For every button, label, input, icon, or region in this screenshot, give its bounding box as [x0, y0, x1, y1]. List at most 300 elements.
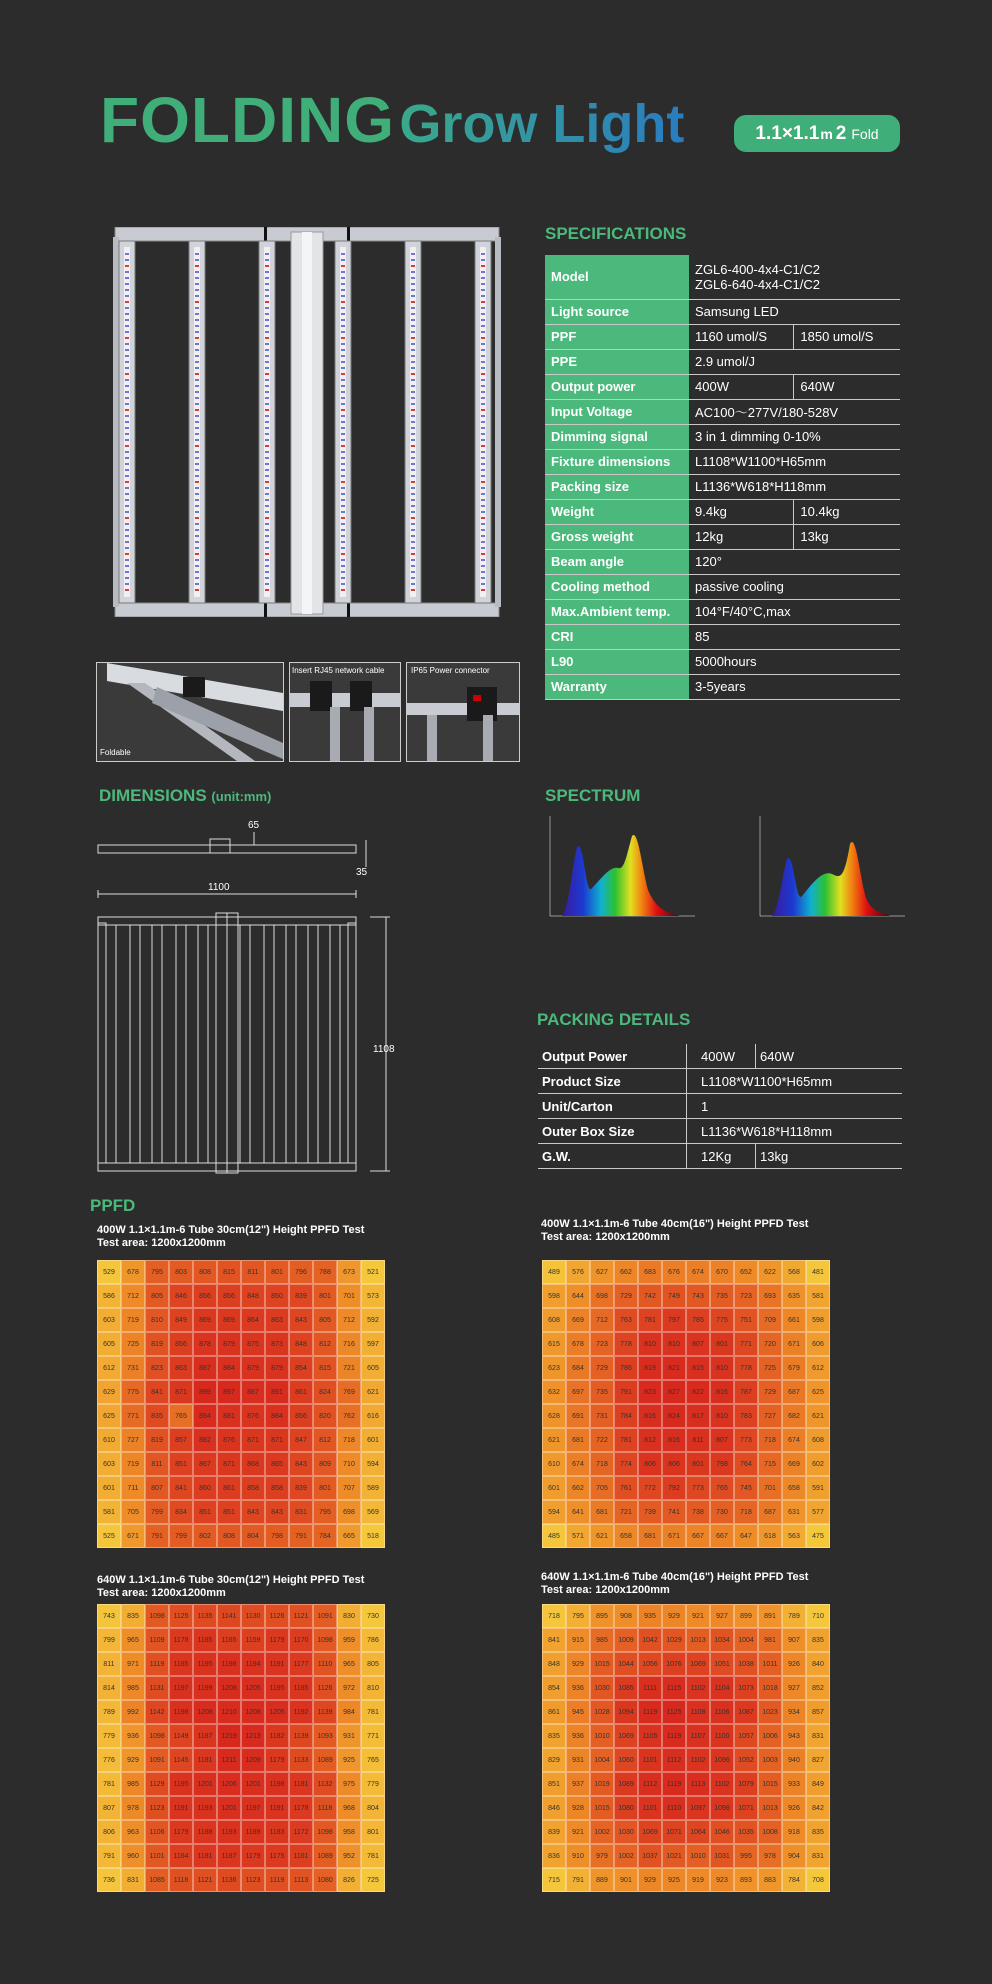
ppfd-cell: 899	[734, 1604, 758, 1628]
ppfd-cell: 1111	[638, 1676, 662, 1700]
ppfd-cell: 772	[638, 1476, 662, 1500]
ppfd-grid-2-title: 400W 1.1×1.1m-6 Tube 40cm(16") Height PPFD Test	[541, 1218, 809, 1230]
ppfd-cell: 681	[566, 1428, 590, 1452]
ppfd-cell: 1009	[614, 1628, 638, 1652]
ppfd-cell: 1115	[662, 1676, 686, 1700]
ppfd-cell: 815	[217, 1260, 241, 1284]
ppfd-cell: 721	[614, 1500, 638, 1524]
ppfd-cell: 693	[758, 1284, 782, 1308]
ppfd-grid-1-title: 400W 1.1×1.1m-6 Tube 30cm(12") Height PPFD Test	[97, 1224, 365, 1236]
ppfd-cell: 1125	[662, 1700, 686, 1724]
ppfd-cell: 816	[662, 1428, 686, 1452]
specifications-table	[545, 255, 900, 700]
ppfd-cell: 684	[566, 1356, 590, 1380]
ppfd-cell: 738	[686, 1500, 710, 1524]
ppfd-cell: 1030	[590, 1676, 614, 1700]
ppfd-grid-3-title: 640W 1.1×1.1m-6 Tube 30cm(12") Height PPFD Test	[97, 1574, 365, 1586]
ppfd-cell: 606	[806, 1332, 830, 1356]
ppfd-cell: 1097	[686, 1796, 710, 1820]
ppfd-cell: 489	[542, 1260, 566, 1284]
ppfd-cell: 731	[590, 1404, 614, 1428]
ppfd-cell: 1193	[217, 1820, 241, 1844]
ppfd-cell: 918	[782, 1820, 806, 1844]
packing-table	[538, 1044, 902, 1169]
ppfd-cell: 791	[289, 1524, 313, 1548]
ppfd-cell: 841	[145, 1380, 169, 1404]
ppfd-cell: 810	[710, 1404, 734, 1428]
ppfd-cell: 929	[638, 1868, 662, 1892]
ppfd-cell: 839	[289, 1284, 313, 1308]
ppfd-cell: 521	[361, 1260, 385, 1284]
ppfd-cell: 1028	[590, 1700, 614, 1724]
ppfd-cell: 827	[806, 1748, 830, 1772]
ppfd-cell: 1182	[265, 1724, 289, 1748]
packing-row	[538, 1144, 902, 1169]
ppfd-cell: 857	[806, 1700, 830, 1724]
spec-row	[545, 624, 900, 649]
ppfd-cell: 1192	[289, 1700, 313, 1724]
ppfd-cell: 830	[337, 1604, 361, 1628]
spectrum-chart-400w	[540, 808, 700, 928]
spectrum-title: SPECTRUM	[545, 786, 641, 805]
ppfd-cell: 791	[566, 1868, 590, 1892]
ppfd-cell: 1010	[686, 1844, 710, 1868]
ppfd-cell: 1195	[193, 1652, 217, 1676]
ppfd-cell: 801	[313, 1476, 337, 1500]
ppfd-grid-3-area: Test area: 1200x1200mm	[97, 1587, 226, 1599]
ppfd-cell: 711	[121, 1476, 145, 1500]
ppfd-cell: 1015	[590, 1796, 614, 1820]
ppfd-cell: 1080	[313, 1868, 337, 1892]
ppfd-cell: 623	[542, 1356, 566, 1380]
ppfd-cell: 1185	[169, 1652, 193, 1676]
ppfd-cell: 569	[361, 1500, 385, 1524]
ppfd-cell: 589	[361, 1476, 385, 1500]
ppfd-cell: 1119	[662, 1772, 686, 1796]
ppfd-cell: 781	[97, 1772, 121, 1796]
ppfd-cell: 601	[542, 1476, 566, 1500]
ppfd-cell: 667	[686, 1524, 710, 1548]
ppfd-cell: 819	[145, 1428, 169, 1452]
ppfd-cell: 858	[241, 1476, 265, 1500]
ppfd-cell: 1131	[145, 1676, 169, 1700]
ppfd-cell: 968	[337, 1796, 361, 1820]
ppfd-cell: 749	[662, 1284, 686, 1308]
ppfd-cell: 725	[121, 1332, 145, 1356]
title-grow-light: Grow Light	[399, 94, 685, 154]
ppfd-cell: 563	[782, 1524, 806, 1548]
packing-row	[538, 1094, 902, 1119]
ppfd-cell: 811	[145, 1452, 169, 1476]
ppfd-cell: 761	[614, 1476, 638, 1500]
ppfd-cell: 843	[289, 1308, 313, 1332]
spec-key: Input Voltage	[545, 399, 689, 424]
ip65-thumbnail	[406, 662, 520, 762]
ppfd-grid-640w-40cm	[542, 1604, 830, 1892]
ppfd-cell: 1179	[265, 1748, 289, 1772]
ppfd-cell: 1139	[313, 1700, 337, 1724]
foldable-thumbnail	[96, 662, 284, 762]
ppfd-cell: 1013	[758, 1796, 782, 1820]
ppfd-cell: 869	[217, 1308, 241, 1332]
ppfd-cell: 1106	[710, 1700, 734, 1724]
dim-width-label: 1100	[208, 882, 230, 893]
ppfd-cell: 1205	[265, 1700, 289, 1724]
ppfd-cell: 707	[337, 1476, 361, 1500]
ppfd-cell: 518	[361, 1524, 385, 1548]
spec-value-2: 1850 umol/S	[794, 324, 900, 349]
packing-value: 1	[687, 1094, 903, 1119]
ppfd-cell: 618	[758, 1524, 782, 1548]
ppfd-cell: 612	[806, 1356, 830, 1380]
ppfd-cell: 745	[734, 1476, 758, 1500]
ppfd-cell: 665	[337, 1524, 361, 1548]
ppfd-cell: 601	[361, 1428, 385, 1452]
packing-value: 400W	[687, 1044, 756, 1069]
ppfd-cell: 846	[169, 1284, 193, 1308]
ppfd-cell: 701	[337, 1284, 361, 1308]
ppfd-cell: 1098	[313, 1628, 337, 1652]
spec-row	[545, 349, 900, 374]
ppfd-cell: 801	[686, 1452, 710, 1476]
spec-key: Light source	[545, 299, 689, 324]
ppfd-cell: 787	[734, 1380, 758, 1404]
ppfd-cell: 1002	[614, 1844, 638, 1868]
ppfd-cell: 1187	[193, 1724, 217, 1748]
ppfd-cell: 927	[710, 1604, 734, 1628]
spec-value: 1160 umol/S	[689, 324, 794, 349]
ppfd-cell: 1057	[734, 1724, 758, 1748]
ppfd-cell: 1121	[193, 1868, 217, 1892]
ppfd-cell: 978	[121, 1796, 145, 1820]
spec-value: 5000hours	[689, 649, 900, 674]
spec-value: Samsung LED	[689, 299, 900, 324]
spec-key: CRI	[545, 624, 689, 649]
ppfd-cell: 992	[121, 1700, 145, 1724]
ppfd-cell: 1195	[169, 1772, 193, 1796]
ppfd-cell: 871	[169, 1380, 193, 1404]
ppfd-cell: 897	[217, 1380, 241, 1404]
ppfd-cell: 807	[145, 1476, 169, 1500]
ppfd-cell: 827	[662, 1380, 686, 1404]
ppfd-cell: 735	[590, 1380, 614, 1404]
ppfd-cell: 1102	[686, 1748, 710, 1772]
spec-value	[689, 255, 900, 299]
ppfd-cell: 972	[337, 1676, 361, 1700]
ppfd-cell: 698	[337, 1500, 361, 1524]
ppfd-cell: 598	[542, 1284, 566, 1308]
ppfd-cell: 975	[337, 1772, 361, 1796]
ppfd-cell: 673	[337, 1260, 361, 1284]
spec-row	[545, 299, 900, 324]
ppfd-cell: 774	[614, 1452, 638, 1476]
ppfd-cell: 1108	[686, 1700, 710, 1724]
ppfd-cell: 869	[193, 1308, 217, 1332]
spec-row	[545, 374, 900, 399]
ppfd-cell: 763	[614, 1308, 638, 1332]
ppfd-cell: 687	[782, 1380, 806, 1404]
ppfd-cell: 1102	[686, 1676, 710, 1700]
ppfd-cell: 864	[241, 1308, 265, 1332]
ppfd-cell: 856	[169, 1332, 193, 1356]
ppfd-cell: 781	[361, 1844, 385, 1868]
ppfd-cell: 765	[169, 1404, 193, 1428]
ppfd-cell: 1098	[145, 1724, 169, 1748]
ppfd-cell: 718	[590, 1452, 614, 1476]
packing-value: 12Kg	[687, 1144, 756, 1169]
ppfd-grid-2-area: Test area: 1200x1200mm	[541, 1231, 670, 1243]
packing-key: Unit/Carton	[538, 1094, 687, 1119]
ppfd-cell: 1109	[145, 1628, 169, 1652]
ppfd-cell: 1015	[590, 1652, 614, 1676]
ppfd-cell: 594	[542, 1500, 566, 1524]
spec-key: Gross weight	[545, 524, 689, 549]
ppfd-cell: 850	[265, 1284, 289, 1308]
ppfd-cell: 883	[758, 1868, 782, 1892]
spec-key: Cooling method	[545, 574, 689, 599]
spec-value: 120°	[689, 549, 900, 574]
ppfd-cell: 929	[121, 1748, 145, 1772]
ppfd-cell: 835	[806, 1820, 830, 1844]
ppfd-cell: 884	[217, 1356, 241, 1380]
spec-key: Max.Ambient temp.	[545, 599, 689, 624]
ppfd-cell: 812	[313, 1428, 337, 1452]
ppfd-cell: 1145	[169, 1748, 193, 1772]
ppfd-cell: 806	[638, 1452, 662, 1476]
ppfd-grid-640w-30cm	[97, 1604, 385, 1892]
ppfd-cell: 1141	[217, 1604, 241, 1628]
ppfd-cell: 671	[782, 1332, 806, 1356]
ppfd-cell: 771	[361, 1724, 385, 1748]
ppfd-cell: 641	[566, 1500, 590, 1524]
ppfd-cell: 876	[241, 1404, 265, 1428]
spec-key: Weight	[545, 499, 689, 524]
packing-row	[538, 1119, 902, 1144]
ppfd-cell: 839	[289, 1476, 313, 1500]
ppfd-cell: 965	[337, 1652, 361, 1676]
ppfd-cell: 811	[686, 1428, 710, 1452]
ppfd-cell: 1197	[241, 1796, 265, 1820]
ppfd-cell: 811	[97, 1652, 121, 1676]
packing-key: G.W.	[538, 1144, 687, 1169]
spec-value: 9.4kg	[689, 499, 794, 524]
ppfd-cell: 1023	[758, 1700, 782, 1724]
ppfd-cell: 676	[662, 1260, 686, 1284]
ppfd-cell: 1071	[734, 1796, 758, 1820]
ppfd-cell: 851	[542, 1772, 566, 1796]
ppfd-cell: 1132	[313, 1772, 337, 1796]
ppfd-cell: 616	[361, 1404, 385, 1428]
ppfd-cell: 1130	[241, 1604, 265, 1628]
ppfd-cell: 1142	[145, 1700, 169, 1724]
ppfd-cell: 879	[217, 1332, 241, 1356]
ppfd-cell: 721	[337, 1356, 361, 1380]
spec-key: PPE	[545, 349, 689, 374]
ppfd-cell: 679	[782, 1356, 806, 1380]
ppfd-cell: 1069	[686, 1652, 710, 1676]
ppfd-cell: 854	[289, 1356, 313, 1380]
ppfd-cell: 861	[217, 1476, 241, 1500]
ppfd-cell: 1129	[145, 1772, 169, 1796]
ppfd-cell: 1110	[662, 1796, 686, 1820]
ppfd-cell: 625	[806, 1380, 830, 1404]
ppfd-cell: 1080	[614, 1796, 638, 1820]
ppfd-cell: 529	[97, 1260, 121, 1284]
ppfd-grid-400w-30cm	[97, 1260, 385, 1548]
dimensions-unit: (unit:mm)	[211, 789, 272, 804]
ppfd-grid-1-area: Test area: 1200x1200mm	[97, 1237, 226, 1249]
ppfd-cell: 784	[313, 1524, 337, 1548]
ppfd-cell: 712	[590, 1308, 614, 1332]
ppfd-cell: 1085	[614, 1676, 638, 1700]
spec-key: Warranty	[545, 674, 689, 699]
ppfd-cell: 788	[313, 1260, 337, 1284]
ppfd-cell: 662	[566, 1476, 590, 1500]
specifications-title: SPECIFICATIONS	[545, 224, 687, 243]
spec-value: AC100～277V/180-528V	[689, 399, 900, 424]
ppfd-cell: 729	[758, 1380, 782, 1404]
ppfd-cell: 784	[782, 1868, 806, 1892]
badge-fold-number: 2	[835, 122, 847, 144]
ppfd-cell: 1191	[169, 1796, 193, 1820]
ppfd-cell: 710	[337, 1452, 361, 1476]
ppfd-cell: 771	[121, 1404, 145, 1428]
ppfd-cell: 929	[662, 1604, 686, 1628]
ppfd-cell: 848	[241, 1284, 265, 1308]
spec-value: L1136*W618*H118mm	[689, 474, 900, 499]
ppfd-cell: 784	[614, 1404, 638, 1428]
ppfd-cell: 1197	[169, 1676, 193, 1700]
ppfd-cell: 591	[806, 1476, 830, 1500]
spec-value: 104°F/40°C,max	[689, 599, 900, 624]
ppfd-cell: 785	[686, 1308, 710, 1332]
ppfd-cell: 795	[566, 1604, 590, 1628]
ppfd-cell: 1110	[313, 1652, 337, 1676]
ppfd-cell: 1213	[241, 1724, 265, 1748]
ppfd-cell: 926	[782, 1796, 806, 1820]
ppfd-cell: 621	[806, 1404, 830, 1428]
spec-value: 85	[689, 624, 900, 649]
ppfd-cell: 940	[782, 1748, 806, 1772]
spec-row	[545, 424, 900, 449]
ppfd-cell: 781	[361, 1700, 385, 1724]
ppfd-cell: 1006	[758, 1724, 782, 1748]
ppfd-grid-2-header	[541, 1218, 808, 1244]
ppfd-grid-4-header	[541, 1571, 808, 1597]
ppfd-cell: 681	[638, 1524, 662, 1548]
ppfd-cell: 662	[614, 1260, 638, 1284]
ppfd-cell: 1123	[145, 1796, 169, 1820]
ppfd-cell: 605	[97, 1332, 121, 1356]
ppfd-cell: 1201	[241, 1772, 265, 1796]
ppfd-cell: 622	[758, 1260, 782, 1284]
ppfd-cell: 718	[337, 1428, 361, 1452]
ppfd-cell: 899	[193, 1380, 217, 1404]
spec-row	[545, 399, 900, 424]
ppfd-cell: 823	[638, 1380, 662, 1404]
ppfd-cell: 936	[121, 1724, 145, 1748]
thumb-label-ip65: IP65 Power connector	[411, 666, 490, 675]
ppfd-cell: 843	[241, 1500, 265, 1524]
ppfd-cell: 816	[638, 1404, 662, 1428]
spec-key: L90	[545, 649, 689, 674]
ppfd-cell: 602	[806, 1452, 830, 1476]
ppfd-cell: 943	[782, 1724, 806, 1748]
ppfd-cell: 610	[97, 1428, 121, 1452]
ppfd-cell: 815	[686, 1356, 710, 1380]
ppfd-cell: 1118	[169, 1868, 193, 1892]
ppfd-cell: 831	[289, 1500, 313, 1524]
ppfd-cell: 931	[566, 1748, 590, 1772]
ppfd-cell: 1198	[265, 1772, 289, 1796]
ppfd-cell: 719	[121, 1452, 145, 1476]
ppfd-cell: 931	[337, 1724, 361, 1748]
packing-row	[538, 1069, 902, 1094]
ppfd-cell: 781	[614, 1428, 638, 1452]
ppfd-cell: 848	[289, 1332, 313, 1356]
ppfd-cell: 834	[169, 1500, 193, 1524]
ppfd-cell: 952	[337, 1844, 361, 1868]
ppfd-cell: 1073	[734, 1676, 758, 1700]
ppfd-cell: 1096	[710, 1748, 734, 1772]
ppfd-cell: 1046	[710, 1820, 734, 1844]
spec-value-2: 640W	[794, 374, 900, 399]
ppfd-cell: 1071	[662, 1820, 686, 1844]
ppfd-cell: 674	[686, 1260, 710, 1284]
ppfd-cell: 1091	[313, 1604, 337, 1628]
ppfd-cell: 915	[566, 1628, 590, 1652]
ppfd-cell: 802	[193, 1524, 217, 1548]
ppfd-cell: 1004	[590, 1748, 614, 1772]
fixture-image	[113, 227, 501, 617]
ppfd-cell: 907	[782, 1628, 806, 1652]
ppfd-cell: 778	[734, 1356, 758, 1380]
ppfd-cell: 829	[542, 1748, 566, 1772]
ppfd-cell: 841	[542, 1628, 566, 1652]
ppfd-cell: 854	[542, 1676, 566, 1700]
ppfd-cell: 936	[566, 1724, 590, 1748]
ppfd-cell: 1093	[313, 1724, 337, 1748]
spec-value: 3 in 1 dimming 0-10%	[689, 424, 900, 449]
ppfd-cell: 1126	[313, 1676, 337, 1700]
ppfd-cell: 1178	[169, 1628, 193, 1652]
spec-key: Fixture dimensions	[545, 449, 689, 474]
ppfd-cell: 798	[710, 1452, 734, 1476]
ppfd-cell: 715	[542, 1868, 566, 1892]
ppfd-cell: 723	[734, 1284, 758, 1308]
ppfd-cell: 863	[169, 1356, 193, 1380]
ppfd-cell: 824	[313, 1380, 337, 1404]
ppfd-cell: 1193	[193, 1796, 217, 1820]
ppfd-cell: 801	[313, 1284, 337, 1308]
ppfd-cell: 603	[97, 1308, 121, 1332]
ppfd-cell: 1035	[734, 1820, 758, 1844]
ppfd-cell: 1208	[193, 1700, 217, 1724]
ppfd-cell: 1098	[313, 1820, 337, 1844]
ppfd-cell: 722	[590, 1428, 614, 1452]
ppfd-cell: 1015	[758, 1772, 782, 1796]
spec-row	[545, 449, 900, 474]
ppfd-cell: 831	[806, 1844, 830, 1868]
ppfd-cell: 1178	[289, 1796, 313, 1820]
ppfd-cell: 586	[97, 1284, 121, 1308]
ppfd-cell: 887	[241, 1380, 265, 1404]
ppfd-cell: 910	[566, 1844, 590, 1868]
ppfd-cell: 1069	[614, 1724, 638, 1748]
ppfd-cell: 1164	[169, 1844, 193, 1868]
ppfd-cell: 861	[542, 1700, 566, 1724]
spec-value: 2.9 umol/J	[689, 349, 900, 374]
